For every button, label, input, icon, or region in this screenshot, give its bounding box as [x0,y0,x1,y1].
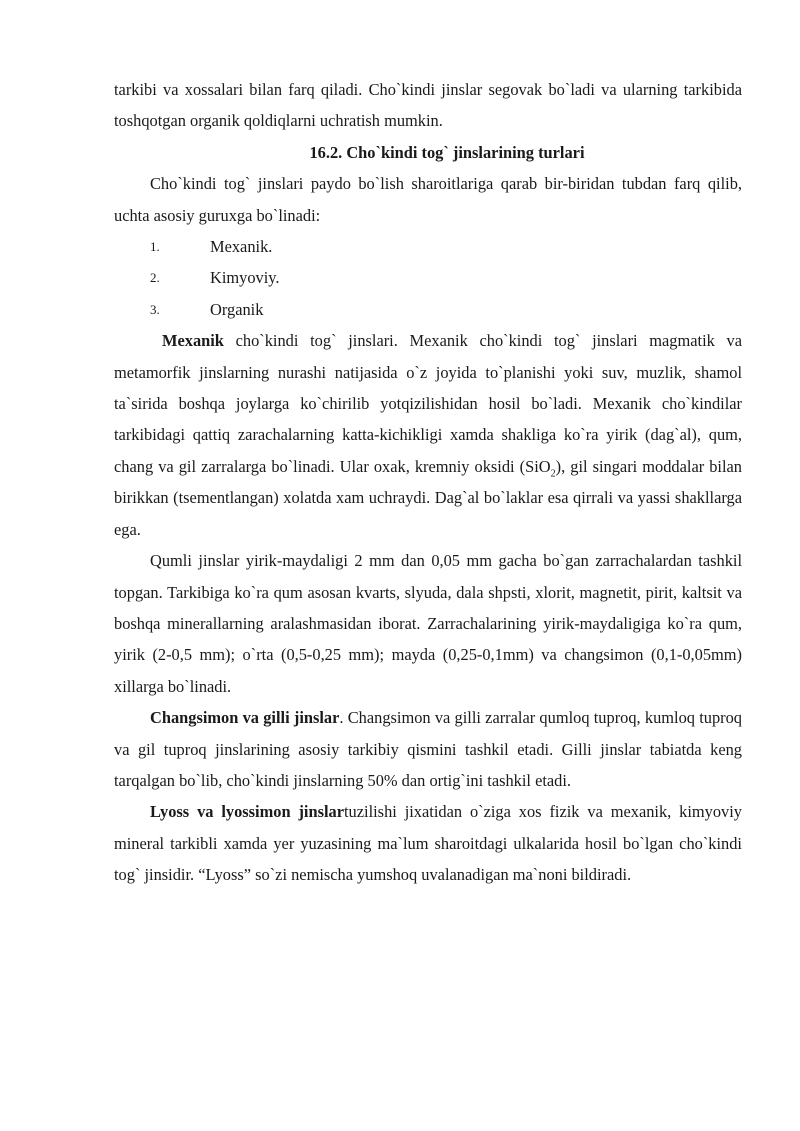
paragraph-intro: tarkibi va xossalari bilan farq qiladi. Cho`kindi jinslar segovak bo`ladi va ularning tarkibida toshqotgan organik qoldiqlarni uchratish mumkin. [114,80,742,131]
list-text: Organik [210,299,264,319]
document-page [114,74,742,891]
term-mexanik: Mexanik [162,331,224,351]
term-changsimon: Changsimon va gilli jinslar [150,708,340,728]
section-heading: 16.2. Cho`kindi tog` jinslarining turlari [309,142,585,162]
paragraph-clay [114,702,742,796]
list-text: Kimyoviy. [210,268,280,288]
list-item [114,231,742,262]
subscript-2: 2 [550,468,556,480]
list-item [114,262,742,293]
list-number: 2. [150,270,160,286]
list-number: 3. [150,301,160,317]
term-lyoss: Lyoss va lyossimon jinslar [150,802,344,822]
list-text: Mexanik. [210,237,273,257]
paragraph-loess-text: tuzilishi jixatidan o`ziga xos fizik va mexanik, kimyoviy mineral tarkibli xamda yer yuzasining ma`lum sharoitdagi ulkalarida hosil bo`lgan cho`kindi tog` jinsidir. “Lyoss” so`zi nemischa yumshoq uvalanadigan ma`noni bildiradi. [114,802,742,885]
paragraph-classification: Cho`kindi tog` jinslari paydo bo`lish sharoitlariga qarab bir-biridan tubdan farq qilib, uchta asosiy guruxga bo`linadi: [114,174,742,225]
paragraph-mechanical [114,325,742,545]
paragraph-loess [114,796,742,890]
paragraph-sand: Qumli jinslar yirik-maydaligi 2 mm dan 0,05 mm gacha bo`gan zarrachalardan tashkil topgan. Tarkibiga ko`ra qum asosan kvarts, slyuda, dala shpsti, xlorit, magnetit, pirit, kaltsit va boshqa minerallarning aralashmasidan iborat. Zarrachalarining yirik-maydaligiga ko`ra qum, yirik (2-0,5 mm); o`rta (0,5-0,25 mm); mayda (0,25-0,1mm) va changsimon (0,1-0,05mm) xillarga bo`linadi. [114,551,742,696]
types-list [114,231,742,325]
paragraph-mechanical-text-a: cho`kindi tog` jinslari. Mexanik cho`kindi tog` jinslari magmatik va metamorfik jinslarning nurashi natijasida o`z joyida to`planishi yoki suv, muzlik, shamol ta`sirida boshqa joylarga ko`chirilib yotqizilishidan hosil bo`ladi. Mexanik cho`kindilar tarkibidagi qattiq zarachalarning katta-kichikligi xamda shakliga ko`ra yirik (dag`al), qum, chang va gil zarralarga bo`linadi. Ular oxak, kremniy oksidi (SiO [114,331,742,476]
paragraph-clay-text: . Changsimon va gilli zarralar qumloq tuproq, kumloq tuproq va gil tuproq jinslarining asosiy tarkibiy qismini tashkil etadi. Gilli jinslar tabiatda keng tarqalgan bo`lib, cho`kindi jinslarning 50% dan ortig`ini tashkil etadi. [114,708,742,790]
list-item [114,294,742,325]
list-number: 1. [150,239,160,255]
paragraph-mechanical-text-b: ), gil singari moddalar bilan birikkan (tsementlangan) xolatda xam uchraydi. Dag`al bo`laklar esa qirrali va yassi shakllarga ega. [114,456,743,539]
